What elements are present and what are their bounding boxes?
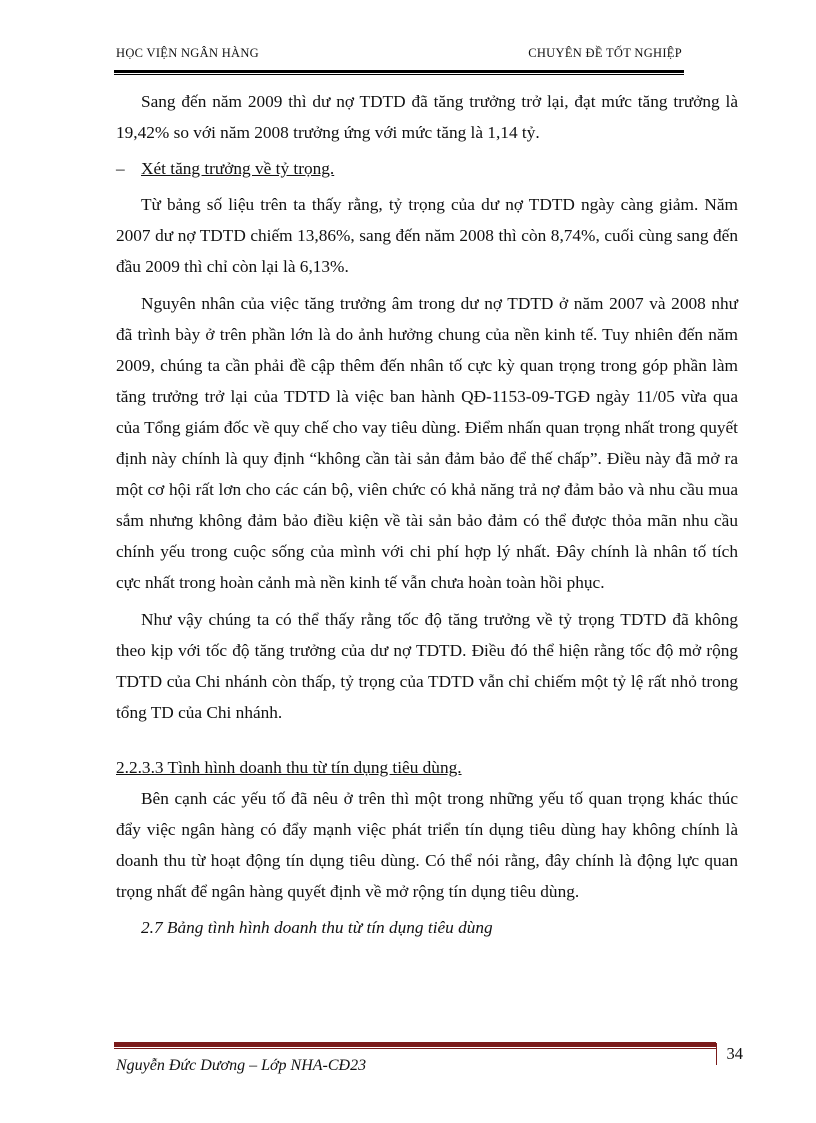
header-document-type: CHUYÊN ĐỀ TỐT NGHIỆP [528,46,682,60]
footer-divider-thin [114,1048,716,1049]
footer-divider [114,1042,716,1047]
paragraph-conclusion: Như vậy chúng ta có thể thấy rằng tốc độ tăng trưởng về tỷ trọng TDTD đã không theo kịp với tốc độ tăng trưởng của dư nợ TDTD. Điều đó thể hiện rằng tốc độ mở rộng TDTD của Chi nhánh còn thấp, tỷ trọng của TDTD vẫn chỉ chiếm một tỷ lệ rất nhỏ trong tổng TD của Chi nhánh. [116,609,738,722]
bullet-proportion-growth [116,153,738,184]
header-divider [114,70,684,75]
paragraph-proportion: Từ bảng số liệu trên ta thấy rằng, tỷ trọng của dư nợ TDTD ngày càng giảm. Năm 2007 dư nợ TDTD chiếm 13,86%, sang đến năm 2008 thì còn 8,74%, cuối cùng sang đến đầu 2009 thì chỉ còn lại là 6,13%. [116,195,738,277]
paragraph-causes: Nguyên nhân của việc tăng trưởng âm trong dư nợ TDTD ở năm 2007 và 2008 như đã trình bày ở trên phần lớn là do ảnh hưởng chung của nền kinh tế. Tuy nhiên đến năm 2009, chúng ta cần phải đề cập thêm đến nhân tố cực kỳ quan trọng trong góp phần làm tăng trưởng trở lại của TDTD là việc ban hành QĐ-1153-09-TGĐ ngày 11/05 vừa qua của Tổng giám đốc về quy chế cho vay tiêu dùng. Điểm nhấn quan trọng nhất trong quyết định này chính là quy định “không cần tài sản đảm bảo để thế chấp”. Điều này đã mở ra một cơ hội rất lơn cho các cán bộ, viên chức có khả năng trả nợ đảm bảo và nhu cầu mua sắm nhưng không đảm bảo điều kiện về tài sản bảo đảm có thể được thỏa mãn nhu cầu chính yếu trong cuộc sống của mình với chi phí hợp lý nhất. Đây chính là nhân tố tích cực nhất trong hoàn cảnh mà nền kinh tế vẫn chưa hoàn toàn hồi phục. [116,293,738,593]
bullet-dash: – [116,159,125,179]
paragraph-revenue: Bên cạnh các yếu tố đã nêu ở trên thì một trong những yếu tố quan trọng khác thúc đẩy việc ngân hàng có đẩy mạnh việc phát triển tín dụng tiêu dùng hay không chính là doanh thu từ hoạt động tín dụng tiêu dùng. Có thể nói rằng, đây chính là động lực quan trọng nhất để ngân hàng quyết định về mở rộng tín dụng tiêu dùng. [116,788,738,902]
page-body [116,86,738,943]
paragraph-growth-2009: Sang đến năm 2009 thì dư nợ TDTD đã tăng trưởng trở lại, đạt mức tăng trưởng là 19,42% so với năm 2008 trưởng ứng với mức tăng là 1,14 tỷ. [116,92,738,143]
page-header [116,46,682,68]
bullet-text: Xét tăng trưởng về tỷ trọng. [141,159,335,179]
table-caption: 2.7 Bảng tình hình doanh thu từ tín dụng tiêu dùng [141,918,493,938]
page-number: 34 [716,1043,743,1065]
section-heading: 2.2.3.3 Tình hình doanh thu từ tín dụng tiêu dùng. [116,757,462,777]
header-institution: HỌC VIỆN NGÂN HÀNG [116,46,260,60]
footer-author: Nguyễn Đức Dương – Lớp NHA-CĐ23 [116,1057,367,1074]
